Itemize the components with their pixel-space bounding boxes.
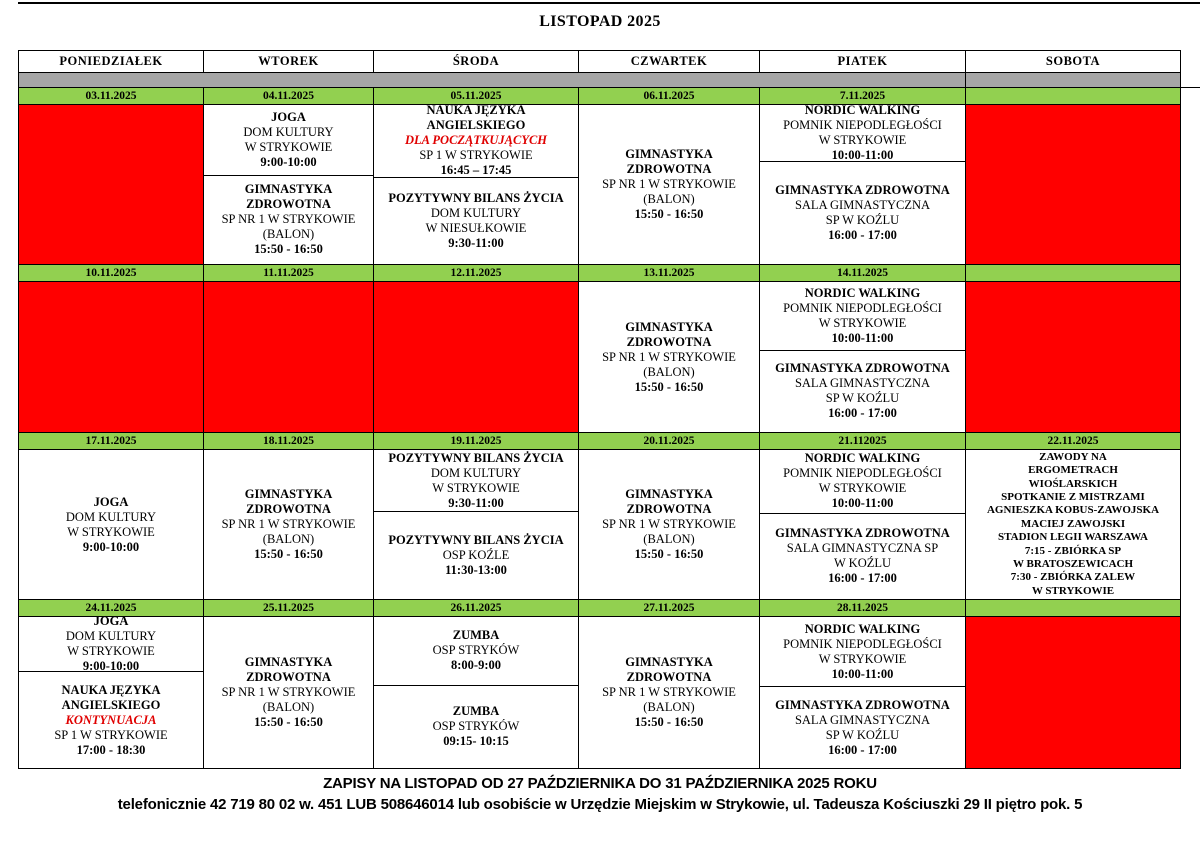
event-line: (BALON) — [643, 192, 695, 206]
event-line: NORDIC WALKING — [804, 105, 921, 117]
event-line: (BALON) — [262, 532, 315, 546]
date-row — [19, 88, 1181, 105]
event-line: GIMNASTYKA — [244, 487, 333, 501]
event-line: DLA POCZĄTKUJĄCYCH — [404, 133, 548, 148]
event-line: W STRYKOWIE — [818, 481, 907, 496]
event-line: SP NR 1 W STRYKOWIE — [221, 685, 356, 699]
event-line: 10:00-11:00 — [831, 496, 894, 511]
event-line: W STRYKOWIE — [818, 315, 907, 330]
event-line: ZDROWOTNA — [246, 670, 331, 684]
date-cell: 10.11.2025 — [19, 265, 204, 282]
date-cell-empty — [966, 265, 1181, 282]
event-line: 11:30-13:00 — [445, 563, 507, 578]
event-line: 9:30-11:00 — [448, 495, 504, 510]
event — [374, 685, 578, 768]
event-line: W STRYKOWIE — [1031, 584, 1115, 597]
event — [374, 177, 578, 264]
date-cell: 13.11.2025 — [579, 265, 760, 282]
date-cell: 7.11.2025 — [760, 88, 966, 105]
event-line: ERGOMETRACH — [1028, 464, 1118, 477]
event — [204, 617, 373, 768]
event-line: SP NR 1 W STRYKOWIE — [602, 517, 736, 531]
event-line: 7:30 - ZBIÓRKA ZALEW — [1010, 571, 1136, 584]
date-row — [19, 600, 1181, 617]
event-line: 9:00-10:00 — [82, 539, 140, 554]
event — [19, 450, 203, 599]
event-line: NORDIC WALKING — [804, 451, 921, 466]
date-cell: 12.11.2025 — [374, 265, 579, 282]
date-cell-empty — [966, 88, 1181, 105]
event-line: ZUMBA — [452, 628, 500, 643]
event — [760, 513, 965, 599]
event-line: POMNIK NIEPODLEGŁOŚCI — [783, 300, 942, 315]
event-line: POMNIK NIEPODLEGŁOŚCI — [783, 466, 942, 481]
separator-cell-saturday — [966, 73, 1181, 88]
day-header-sroda: ŚRODA — [374, 51, 579, 73]
schedule-cell — [760, 105, 966, 265]
date-cell: 25.11.2025 — [204, 600, 374, 617]
event — [760, 617, 965, 686]
event-line: GIMNASTYKA ZDROWOTNA — [775, 697, 950, 712]
day-header-wtorek: WTOREK — [204, 51, 374, 73]
event-line: SALA GIMNASTYCZNA — [794, 197, 931, 212]
event-line: 10:00-11:00 — [831, 147, 894, 161]
date-cell: 18.11.2025 — [204, 433, 374, 450]
event — [966, 450, 1180, 599]
event-line: NAUKA JĘZYKA — [61, 682, 161, 697]
no-activity-cell — [966, 282, 1181, 433]
no-activity-cell — [19, 105, 204, 265]
event-line: W BRATOSZEWICACH — [1012, 558, 1134, 571]
schedule-cell — [374, 617, 579, 769]
event-line: GIMNASTYKA ZDROWOTNA — [775, 361, 950, 376]
event-line: DOM KULTURY — [243, 124, 334, 139]
date-cell: 24.11.2025 — [19, 600, 204, 617]
event — [19, 671, 203, 768]
schedule-cell — [204, 450, 374, 600]
event-line: GIMNASTYKA ZDROWOTNA — [775, 526, 950, 541]
schedule-cell — [374, 105, 579, 265]
event — [760, 450, 965, 513]
date-cell: 06.11.2025 — [579, 88, 760, 105]
event — [204, 450, 373, 599]
event-line: 9:30-11:00 — [448, 235, 504, 250]
event-line: OSP STRYKÓW — [432, 719, 520, 734]
event-line: NORDIC WALKING — [804, 285, 921, 300]
event-line: 15:50 - 16:50 — [254, 715, 323, 729]
date-cell: 26.11.2025 — [374, 600, 579, 617]
date-cell: 27.11.2025 — [579, 600, 760, 617]
event-line: W KOŹLU — [833, 556, 892, 571]
schedule-cell — [19, 450, 204, 600]
page-title: LISTOPAD 2025 — [539, 13, 661, 30]
date-cell: 28.11.2025 — [760, 600, 966, 617]
event-line: MACIEJ ZAWOJSKI — [1020, 517, 1126, 530]
event-line: DOM KULTURY — [430, 465, 522, 480]
event-line: ZDROWOTNA — [626, 502, 712, 516]
event-line: JOGA — [271, 109, 306, 124]
date-cell: 03.11.2025 — [19, 88, 204, 105]
event-line: AGNIESZKA KOBUS-ZAWOJSKA — [986, 504, 1160, 517]
event-line: 16:45 – 17:45 — [440, 163, 512, 177]
event-line: DOM KULTURY — [430, 205, 522, 220]
event — [19, 617, 203, 671]
event — [374, 450, 578, 511]
event-line: ZDROWOTNA — [626, 162, 712, 176]
event-line: SP NR 1 W STRYKOWIE — [221, 517, 356, 531]
event — [374, 105, 578, 177]
event — [204, 175, 373, 264]
schedule-cell — [204, 617, 374, 769]
event-line: ANGIELSKIEGO — [61, 697, 161, 712]
event — [760, 350, 965, 433]
event-line: JOGA — [93, 617, 129, 629]
event-line: 15:50 - 16:50 — [634, 715, 704, 729]
week-content-row — [19, 105, 1181, 265]
event-line: 10:00-11:00 — [831, 330, 894, 345]
no-activity-cell — [374, 282, 579, 433]
schedule-cell — [760, 450, 966, 600]
day-header-poniedzialek: PONIEDZIAŁEK — [19, 51, 204, 73]
no-activity-cell — [19, 282, 204, 433]
day-header-piatek: PIATEK — [760, 51, 966, 73]
event — [204, 105, 373, 175]
event-line: WIOŚLARSKICH — [1028, 477, 1118, 490]
event — [760, 161, 965, 264]
event-line: GIMNASTYKA — [625, 319, 713, 334]
no-activity-cell — [204, 282, 374, 433]
event-line: 16:00 - 17:00 — [828, 406, 897, 421]
event-line: 7:15 - ZBIÓRKA SP — [1024, 544, 1122, 557]
event — [579, 282, 759, 432]
event-line: SALA GIMNASTYCZNA SP — [786, 541, 939, 556]
event-line: SALA GIMNASTYCZNA — [794, 712, 931, 727]
schedule-cell — [19, 617, 204, 769]
schedule-cell — [579, 617, 760, 769]
date-cell: 22.11.2025 — [966, 433, 1181, 450]
event-line: POZYTYWNY BILANS ŻYCIA — [388, 190, 564, 205]
schedule-cell — [374, 450, 579, 600]
day-header-czwartek: CZWARTEK — [579, 51, 760, 73]
day-header-row — [19, 51, 1181, 73]
separator-row-extension-line — [1180, 87, 1200, 88]
event-line: 15:50 - 16:50 — [254, 547, 323, 561]
event — [374, 511, 578, 599]
event-line: 16:00 - 17:00 — [828, 227, 897, 242]
event-line: GIMNASTYKA — [244, 182, 333, 197]
schedule-cell — [760, 617, 966, 769]
event-line: 16:00 - 17:00 — [828, 571, 897, 586]
event-line: ZDROWOTNA — [626, 334, 712, 349]
event — [760, 282, 965, 350]
footer-contact-line: telefonicznie 42 719 80 02 w. 451 LUB 508646014 lub osobiście w Urzędzie Miejskim w Strykowie, ul. Tadeusza Kościuszki 29 II piętro pok. 5 — [117, 796, 1083, 813]
event-line: ZUMBA — [452, 704, 500, 719]
event-line: NAUKA JĘZYKA — [426, 105, 526, 118]
date-cell: 14.11.2025 — [760, 265, 966, 282]
schedule-cell — [204, 105, 374, 265]
event — [579, 105, 759, 264]
event-line: 15:50 - 16:50 — [634, 207, 704, 221]
event-line: W NIESUŁKOWIE — [425, 220, 527, 235]
event — [579, 617, 759, 768]
event-line: JOGA — [93, 494, 129, 509]
separator-cell-weekdays — [19, 73, 966, 88]
event-line: 9:00-10:00 — [260, 154, 317, 169]
event-line: DOM KULTURY — [65, 629, 157, 644]
event-line: GIMNASTYKA — [625, 487, 713, 501]
event-line: (BALON) — [643, 700, 695, 714]
event-line: 17:00 - 18:30 — [76, 742, 146, 757]
date-row — [19, 433, 1181, 450]
event-line: 15:50 - 16:50 — [254, 242, 323, 257]
event-line: ANGIELSKIEGO — [426, 118, 526, 133]
schedule-cell — [579, 450, 760, 600]
page-top-rule — [18, 2, 1200, 4]
event-line: SP NR 1 W STRYKOWIE — [602, 349, 736, 364]
footer-registration-line: ZAPISY NA LISTOPAD OD 27 PAŹDZIERNIKA DO 31 PAŹDZIERNIKA 2025 ROKU — [323, 775, 877, 792]
event-line: 15:50 - 16:50 — [634, 379, 704, 394]
event-line: GIMNASTYKA — [244, 655, 333, 669]
event-line: ZDROWOTNA — [246, 197, 331, 212]
event-line: (BALON) — [262, 700, 315, 714]
event — [374, 617, 578, 685]
date-cell: 17.11.2025 — [19, 433, 204, 450]
event — [579, 450, 759, 599]
event-line: NORDIC WALKING — [804, 621, 921, 636]
event-line: ZAWODY NA — [1039, 450, 1107, 463]
event-line: GIMNASTYKA — [625, 147, 713, 161]
no-activity-cell — [966, 617, 1181, 769]
schedule-table — [18, 50, 1181, 769]
event-line: SP W KOŹLU — [825, 727, 900, 742]
separator-row — [19, 73, 1181, 88]
event-line: OSP KOŹLE — [442, 548, 510, 563]
event-line: W STRYKOWIE — [244, 139, 333, 154]
schedule-cell — [579, 105, 760, 265]
schedule-cell — [760, 282, 966, 433]
event-line: STADION LEGII WARSZAWA — [998, 531, 1148, 544]
event — [760, 686, 965, 768]
event-line: SP NR 1 W STRYKOWIE — [221, 212, 356, 227]
event-line: GIMNASTYKA ZDROWOTNA — [775, 182, 950, 197]
week-content-row — [19, 450, 1181, 600]
event-line: W STRYKOWIE — [67, 644, 155, 659]
event-line: W STRYKOWIE — [67, 524, 155, 539]
event-line: 9:00-10:00 — [82, 659, 140, 672]
event-line: POMNIK NIEPODLEGŁOŚCI — [783, 636, 942, 651]
week-content-row — [19, 282, 1181, 433]
date-cell: 21.112025 — [760, 433, 966, 450]
week-content-row — [19, 617, 1181, 769]
event-line: SPOTKANIE Z MISTRZAMI — [1001, 490, 1145, 503]
event-line: SP 1 W STRYKOWIE — [419, 148, 533, 163]
event-line: ZDROWOTNA — [626, 670, 712, 684]
footer — [0, 773, 1200, 815]
date-cell-empty — [966, 600, 1181, 617]
event-line: POMNIK NIEPODLEGŁOŚCI — [783, 117, 942, 132]
event-line: SP NR 1 W STRYKOWIE — [602, 685, 736, 699]
event-line: (BALON) — [262, 227, 315, 242]
event-line: POZYTYWNY BILANS ŻYCIA — [388, 450, 564, 465]
event-line: SP NR 1 W STRYKOWIE — [602, 177, 736, 191]
event-line: SALA GIMNASTYCZNA — [794, 376, 931, 391]
event-line: (BALON) — [643, 532, 695, 546]
schedule-cell — [966, 450, 1181, 600]
date-cell: 04.11.2025 — [204, 88, 374, 105]
day-header-sobota: SOBOTA — [966, 51, 1181, 73]
event-line: 16:00 - 17:00 — [828, 742, 897, 757]
event-line: DOM KULTURY — [65, 509, 157, 524]
event-line: W STRYKOWIE — [818, 132, 907, 147]
event-line: OSP STRYKÓW — [432, 643, 520, 658]
event-line: 8:00-9:00 — [451, 658, 501, 673]
event-line: W STRYKOWIE — [432, 480, 520, 495]
date-cell: 19.11.2025 — [374, 433, 579, 450]
event-line: SP W KOŹLU — [825, 391, 900, 406]
event-line: KONTYNUACJA — [65, 712, 157, 727]
event-line: W STRYKOWIE — [818, 651, 907, 666]
date-cell: 20.11.2025 — [579, 433, 760, 450]
schedule-cell — [579, 282, 760, 433]
event-line: SP 1 W STRYKOWIE — [54, 727, 168, 742]
event-line: GIMNASTYKA — [625, 655, 713, 669]
date-cell: 11.11.2025 — [204, 265, 374, 282]
event-line: POZYTYWNY BILANS ŻYCIA — [388, 533, 564, 548]
date-cell: 05.11.2025 — [374, 88, 579, 105]
no-activity-cell — [966, 105, 1181, 265]
event-line: 09:15- 10:15 — [443, 734, 509, 749]
event — [760, 105, 965, 161]
event-line: SP W KOŹLU — [825, 212, 900, 227]
date-row — [19, 265, 1181, 282]
event-line: (BALON) — [643, 364, 695, 379]
event-line: ZDROWOTNA — [246, 502, 331, 516]
event-line: 15:50 - 16:50 — [634, 547, 704, 561]
event-line: 10:00-11:00 — [831, 666, 894, 681]
